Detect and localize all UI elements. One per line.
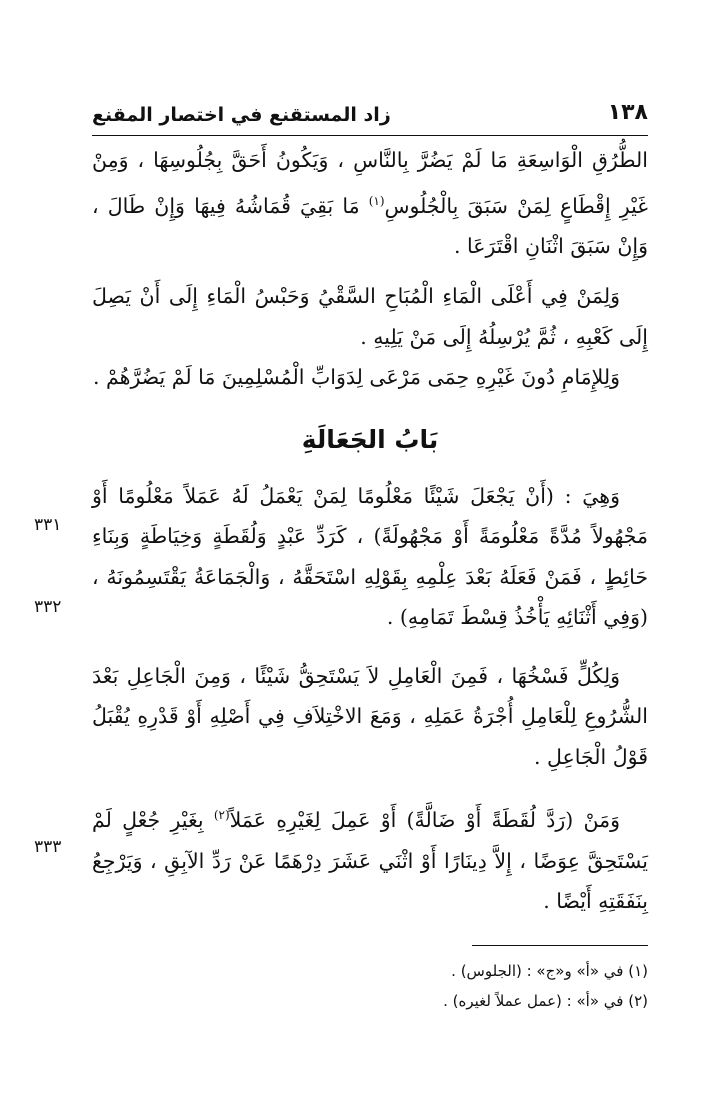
- paragraph-annulment: وَلِكُلٍّ فَسْخُهَا ، فَمِنَ الْعَامِلِ لاَ يَسْتَحِقُّ شَيْئًا ، وَمِنَ الْجَاعِلِ بَعْدَ الشُّرُوعِ لِلْعَامِلِ أُجْرَةُ عَمَلِهِ ، وَمَعَ الاخْتِلاَفِ فِي أَصْلِهِ أَوْ قَدْرِهِ يُقْبَلُ قَوْلُ الْجَاعِلِ .: [92, 663, 648, 769]
- running-title: زاد المستقنع في اختصار المقنع: [92, 104, 391, 126]
- footnote-marker-1: (١): [368, 193, 385, 208]
- paragraph-pasture: وَلِلإِمَامِ دُونَ غَيْرِهِ حِمَى مَرْعَى لِدَوَابِّ الْمُسْلِمِينَ مَا لَمْ يَضُرَّهُمْ .: [92, 365, 620, 390]
- main-text: [92, 140, 648, 922]
- margin-ref-332: ٣٣٢: [34, 597, 62, 617]
- footnote-rule: [472, 945, 648, 946]
- footnotes: [92, 956, 648, 1016]
- paragraph-return-lost: وَمَنْ (رَدَّ لُقَطَةً أَوْ ضَالَّةً) أَوْ عَمِلَ لِغَيْرِهِ عَمَلاً$^{(٢)}$ بِغَيْرِ جُعْلٍ لَمْ يَسْتَحِقَّ عِوَضًا ، إِلاَّ دِينَارًا أَوْ اثْنَي عَشَرَ دِرْهَمًا عَنْ رَدِّ الآبِقِ ، وَيَرْجِعُ بِنَفَقَتِهِ أَيْضًا .: [92, 808, 648, 914]
- page-header: [92, 96, 648, 132]
- margin-ref-333: ٣٣٣: [34, 837, 62, 857]
- paragraph-definition: وَهِيَ : (أَنْ يَجْعَلَ شَيْئًا مَعْلُومًا لِمَنْ يَعْمَلُ لَهُ عَمَلاً مَعْلُومًا أَوْ مَجْهُولاً مُدَّةً مَعْلُومَةً أَوْ مَجْهُولَةً) ، كَرَدِّ عَبْدٍ وَلُقَطَةٍ وَخِيَاطَةٍ وَبِنَاءِ حَائِطٍ ، فَمَنْ فَعَلَهُ بَعْدَ عِلْمِهِ بِقَوْلِهِ اسْتَحَقَّهُ ، وَالْجَمَاعَةُ يَقْتَسِمُونَهُ ، (وَفِي أَثْنَائِهِ يَأْخُذُ قِسْطَ تَمَامِهِ) .: [92, 483, 648, 630]
- footnote-marker-2: (٢): [213, 808, 230, 823]
- header-rule: [92, 135, 648, 136]
- paragraph-water: وَلِمَنْ فِي أَعْلَى الْمَاءِ الْمُبَاحِ السَّقْيُ وَحَبْسُ الْمَاءِ إِلَى أَنْ يَصِلَ إِلَى كَعْبِهِ ، ثُمَّ يُرْسِلُهُ إِلَى مَنْ يَلِيهِ .: [92, 284, 648, 349]
- margin-ref-331: ٣٣١: [34, 515, 62, 535]
- footnote-1: (١) في «أ» و«ج» : (الجلوس) .: [451, 962, 648, 980]
- chapter-title: بَابُ الجَعَالَةِ: [301, 424, 439, 454]
- footnote-2: (٢) في «أ» : (عمل عملاً لغيره) .: [443, 992, 648, 1010]
- paragraph-roads: الطُّرُقِ الْوَاسِعَةِ مَا لَمْ يَضُرَّ بِالنَّاسِ ، وَيَكُونُ أَحَقَّ بِجُلُوسِهَا ، وَمِنْ غَيْرِ إِقْطَاعٍ لِمَنْ سَبَقَ بِالْجُلُوسِ$^{(١)}$ مَا بَقِيَ قُمَاشُهُ فِيهَا وَإِنْ طَالَ ، وَإِنْ سَبَقَ اثْنَانِ اقْتَرَعَا .: [92, 148, 648, 258]
- page-number: ١٣٨: [607, 100, 648, 125]
